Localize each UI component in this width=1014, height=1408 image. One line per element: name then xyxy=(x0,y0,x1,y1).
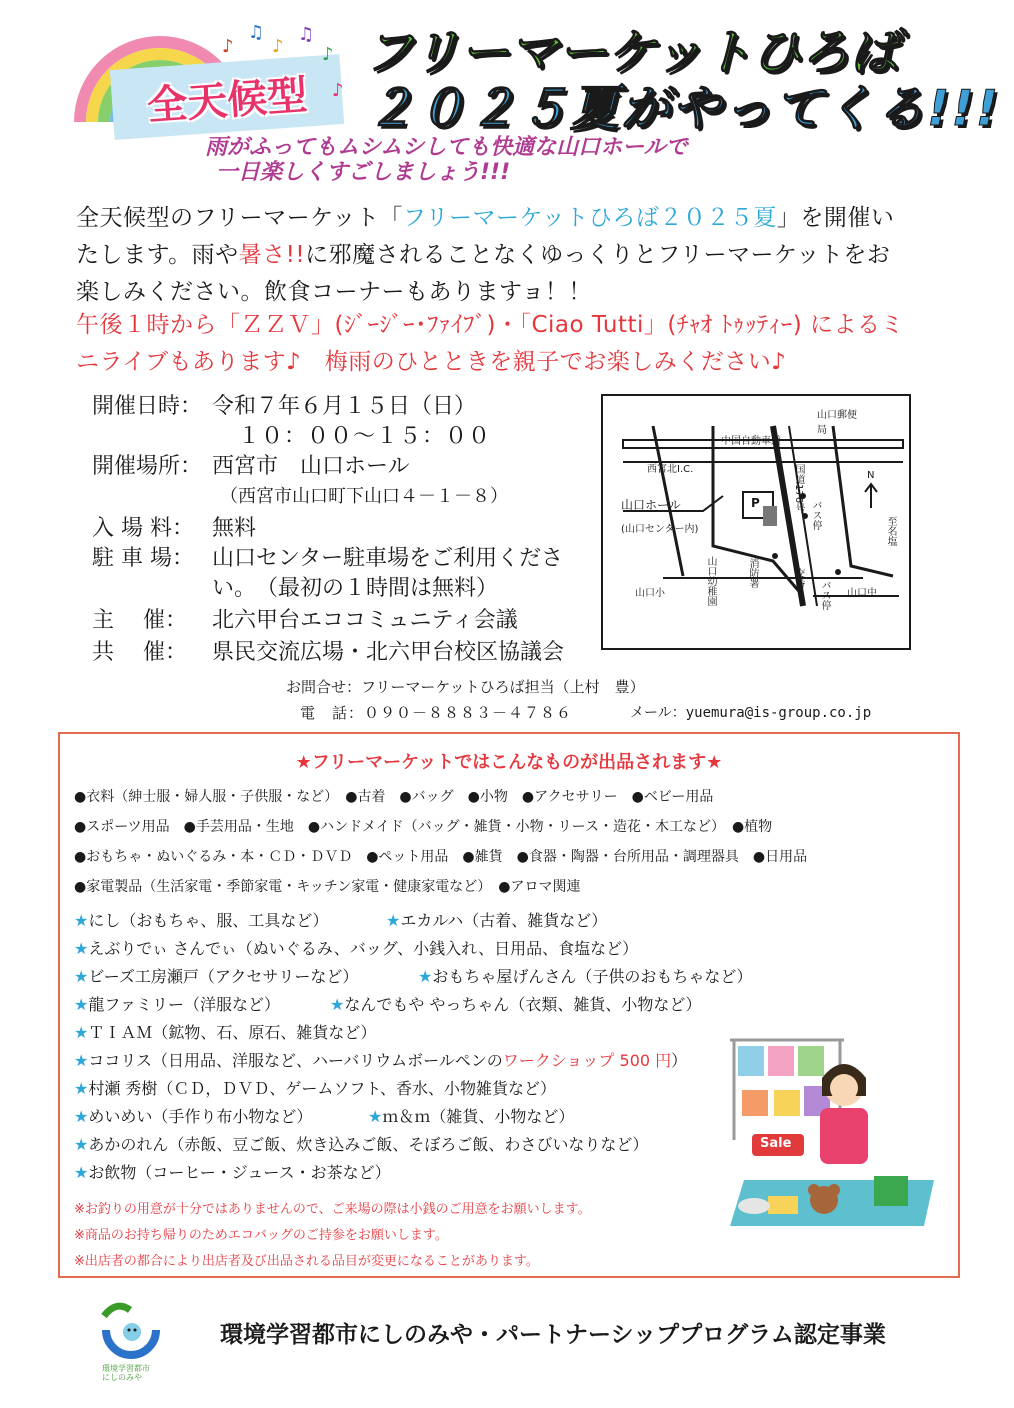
map-post-office-label: 山口郵便局 xyxy=(817,410,857,436)
seller-item: ★めいめい（手作り布小物など） xyxy=(74,1107,313,1126)
title-line-2: ２０２５夏がやってくる!!! xyxy=(366,80,1001,137)
map-ic-label: 西宮北I.C. xyxy=(647,464,694,475)
star-icon: ★ xyxy=(74,1107,89,1126)
venue-label: 開催場所： xyxy=(92,454,203,479)
map-fire-station-label: 消防署 xyxy=(747,558,758,588)
cosponsor-row xyxy=(92,638,564,668)
seller-item: ★にし（おもちゃ、服、工具など） xyxy=(74,911,329,930)
workshop-text: ワークショップ 500 円 xyxy=(502,1051,672,1070)
subtitle-line-2: 一日楽しくすごしましょう!!! xyxy=(216,160,511,185)
venue-row xyxy=(92,452,410,482)
intro-text: に邪魔されることなくゆっくりとフリーマーケットをお xyxy=(305,242,891,268)
organizer-row xyxy=(92,606,518,636)
intro-text: 全天候型のフリーマーケット「 xyxy=(76,205,403,231)
map-hall-label: 山口ホール xyxy=(621,498,681,512)
heat-text: 暑さ!! xyxy=(238,242,306,268)
email-text: メール：yuemura@is-group.co.jp xyxy=(630,705,872,721)
star-icon: ★ xyxy=(330,995,345,1014)
seller-item: ★ｍ＆ｍ（雑貨、小物など） xyxy=(368,1107,575,1126)
star-icon: ★ xyxy=(74,1079,89,1098)
music-note-icon: ♪ xyxy=(272,36,284,57)
access-map xyxy=(601,394,911,650)
music-note-icon: ♪ xyxy=(322,44,334,65)
map-kindergarten-label: 山口幼稚園 xyxy=(705,556,716,606)
flea-market-illustration xyxy=(724,1030,946,1230)
seller-item: ★えぶりでぃ さんでぃ（ぬいぐるみ、バッグ、小銭入れ、日用品、食塩など） xyxy=(74,939,639,958)
map-elem-school-label: 山口小 xyxy=(635,588,665,599)
badge-text: 全天候型 xyxy=(145,71,309,130)
map-north-label: N xyxy=(867,470,875,481)
star-icon: ★ xyxy=(368,1107,383,1126)
footer-text: 環境学習都市にしのみや・パートナーシッププログラム認定事業 xyxy=(220,1322,886,1348)
fee-value: 無料 xyxy=(212,516,257,541)
category-row: ●スポーツ用品 ●手芸用品・生地 ●ハンドメイド（バッグ・雑貨・小物・リース・造花・木工など） ●植物 xyxy=(74,819,773,835)
date-label: 開催日時： xyxy=(92,394,203,419)
map-expressway-label: 中国自動車道 xyxy=(721,436,781,447)
note-text: ※お釣りの用意が十分ではありませんので、ご来場の際は小銭のご用意をお願いします。 xyxy=(74,1202,591,1217)
organizer-label: 主 催： xyxy=(92,608,187,633)
intro-line-2 xyxy=(76,237,890,274)
map-parking-mark: P xyxy=(751,496,760,510)
seller-item: ★龍ファミリー（洋服など） xyxy=(74,995,281,1014)
star-icon: ★ xyxy=(74,995,89,1014)
seller-item: ★おもちゃ屋げんさん（子供のおもちゃなど） xyxy=(418,967,753,986)
seller-item: ★お飲物（コーヒー・ジュース・お茶など） xyxy=(74,1163,391,1182)
seller-item: ★ココリス（日用品、洋服など、ハーバリウムボールペンのワークショップ 500 円） xyxy=(74,1051,688,1070)
venue-value: 西宮市 山口ホール xyxy=(212,454,410,479)
subtitle-line-1: 雨がふってもムシムシしても快適な山口ホールで xyxy=(205,135,688,160)
time-value: １０：００～１５：００ xyxy=(238,424,492,449)
music-note-icon: ♫ xyxy=(298,24,315,45)
date-value: 令和７年６月１５日（日） xyxy=(212,394,477,419)
intro-line-1 xyxy=(76,200,894,237)
map-koban-label: 交番 xyxy=(793,568,804,588)
intro-text: 」を開催い xyxy=(776,205,895,231)
note-text: ※出店者の都合により出店者及び出品される品目が変更になることがあります。 xyxy=(74,1254,539,1269)
star-icon: ★ xyxy=(74,911,89,930)
category-row: ●家電製品（生活家電・季節家電・キッチン家電・健康家電など） ●アロマ関連 xyxy=(74,879,581,895)
music-note-icon: ♫ xyxy=(248,22,265,43)
intro-text: たします。雨や xyxy=(76,242,239,268)
cosponsor-label: 共 催： xyxy=(92,640,187,665)
intro-line-3: 楽しみください。飲食コーナーもありますョ！！ xyxy=(76,279,592,305)
items-box-title: ★フリーマーケットではこんなものが出品されます★ xyxy=(295,752,723,773)
category-row: ●おもちゃ・ぬいぐるみ・本・ＣＤ・ＤＶＤ ●ペット用品 ●雑貨 ●食器・陶器・台所用品・調理器具 ●日用品 xyxy=(74,849,808,865)
seller-item: ★ＴＩＡＭ（鉱物、石、原石、雑貨など） xyxy=(74,1023,377,1042)
organizer-value: 北六甲台エココミュニティ会議 xyxy=(212,608,518,633)
seller-item: ★ビーズ工房瀬戸（アクセサリーなど） xyxy=(74,967,359,986)
map-route-label: 国道176号 xyxy=(793,464,804,514)
all-weather-badge xyxy=(110,54,344,140)
seller-item: ★あかのれん（赤飯、豆ご飯、炊き込みご飯、そぼろご飯、わさびいなりなど） xyxy=(74,1135,649,1154)
logo-caption: 環境学習都市 にしのみや xyxy=(102,1364,150,1382)
phone-text: 電 話：０９０－８８８３－４７８６ xyxy=(300,704,573,722)
address-value: （西宮市山口町下山口４－１－８） xyxy=(220,486,508,507)
parking-value: 山口センター駐車場をご利用くださ xyxy=(212,546,564,571)
star-icon: ★ xyxy=(386,911,401,930)
map-to-najio-label: 至名塩 xyxy=(885,516,896,546)
map-bus-stop-label: バス停 xyxy=(819,580,830,610)
map-jhs-label: 山口中 xyxy=(847,588,877,599)
music-note-icon: ♪ xyxy=(332,80,344,101)
seller-item: ★なんでもや やっちゃん（衣類、雑貨、小物など） xyxy=(330,995,702,1014)
map-bus-stop-label: バス停 xyxy=(810,500,821,530)
parking-row xyxy=(92,544,563,574)
note-text: ※商品のお持ち帰りのためエコバッグのご持参をお願いします。 xyxy=(74,1228,448,1243)
live-announcement: 午後１時から「ＺＺＶ」(ｼﾞｰｼﾞｰ･ﾌｧｲﾌﾞ)・「Ciao Tutti」(ﾁｬｵ ﾄｩｯﾃｨｰ) によるミニライブもあります♪ 梅雨のひとときを親子でお楽しみください♪ xyxy=(76,312,905,375)
category-row: ●衣料（紳士服・婦人服・子供服・など） ●古着 ●バッグ ●小物 ●アクセサリー ●ベビー用品 xyxy=(74,789,714,805)
parking-value-2: い。 （最初の１時間は無料） xyxy=(212,576,499,601)
star-icon: ★ xyxy=(418,967,433,986)
seller-item: ★エカルハ（古着、雑貨など） xyxy=(386,911,608,930)
star-icon: ★ xyxy=(74,1135,89,1154)
nishinomiya-logo-icon xyxy=(96,1296,166,1364)
music-note-icon: ♪ xyxy=(222,36,234,57)
star-icon: ★ xyxy=(74,1023,89,1042)
sale-sign: Sale xyxy=(760,1136,792,1151)
seller-item: ★村瀬 秀樹（ＣＤ，ＤＶＤ、ゲームソフト、香水、小物雑貨など） xyxy=(74,1079,556,1098)
star-icon: ★ xyxy=(74,967,89,986)
event-name: フリーマーケットひろば２０２５夏 xyxy=(402,205,777,231)
fee-row xyxy=(92,514,256,544)
date-row xyxy=(92,392,476,422)
fee-label: 入 場 料： xyxy=(92,516,194,541)
title-line-1: フリーマーケットひろば xyxy=(364,24,899,81)
star-icon: ★ xyxy=(74,1163,89,1182)
star-icon: ★ xyxy=(74,939,89,958)
map-hall-sub-label: (山口センター内) xyxy=(621,524,699,535)
items-box xyxy=(58,732,960,1278)
parking-label: 駐 車 場： xyxy=(92,546,194,571)
cosponsor-value: 県民交流広場・北六甲台校区協議会 xyxy=(212,640,565,665)
inquiry-text: お問合せ：フリーマーケットひろば担当（上村 豊） xyxy=(286,678,645,696)
star-icon: ★ xyxy=(74,1051,89,1070)
